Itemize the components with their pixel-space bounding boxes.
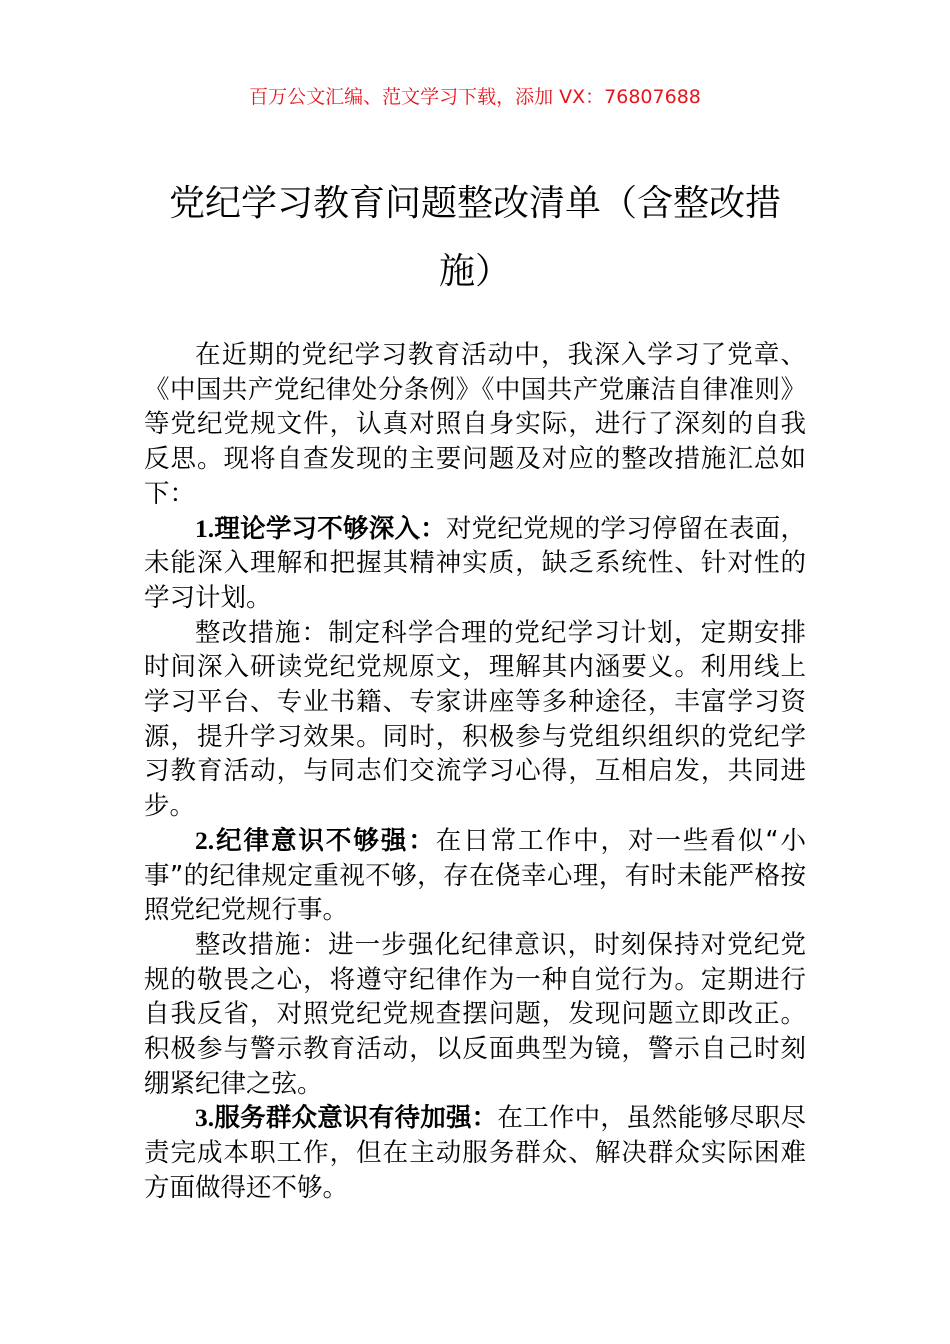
issue-paragraph-3 bbox=[144, 1101, 806, 1205]
issue-paragraph-1 bbox=[144, 512, 806, 616]
issue-heading: 3.服务群众意识有待加强： bbox=[195, 1103, 498, 1133]
issue-text: 在日常工作中，对一些看似“小事”的纪律规定重视不够，存在侥幸心理，有时未能严格按照党纪党规行事。 bbox=[144, 825, 806, 926]
watermark-banner: 百万公文汇编、范文学习下载，添加 VX：76807688 bbox=[249, 86, 701, 108]
issue-text: 在工作中，虽然能够尽职尽责完成本职工作，但在主动服务群众、解决群众实际困难方面做得还不够。 bbox=[144, 1103, 806, 1203]
intro-paragraph: 在近期的党纪学习教育活动中，我深入学习了党章、《中国共产党纪律处分条例》《中国共产党廉洁自律准则》等党纪党规文件，认真对照自身实际，进行了深刻的自我反思。现将自查发现的主要问题及对应的整改措施汇总如下： bbox=[144, 340, 806, 509]
issue-heading: 1.理论学习不够深入： bbox=[195, 513, 446, 543]
issue-heading: 2.纪律意识不够强： bbox=[195, 825, 436, 855]
measure-paragraph-1: 整改措施：制定科学合理的党纪学习计划，定期安排时间深入研读党纪党规原文，理解其内涵要义。利用线上学习平台、专业书籍、专家讲座等多种途径，丰富学习资源，提升学习效果。同时，积极参与党组织组织的党纪学习教育活动，与同志们交流学习心得，互相启发，共同进步。 bbox=[144, 617, 806, 822]
document-body bbox=[144, 338, 806, 1206]
document-title: 党纪学习教育问题整改清单（含整改措施） bbox=[168, 183, 781, 292]
issue-paragraph-2 bbox=[144, 824, 806, 928]
issue-text: 对党纪党规的学习停留在表面，未能深入理解和把握其精神实质，缺乏系统性、针对性的学习计划。 bbox=[144, 513, 806, 613]
measure-paragraph-2: 整改措施：进一步强化纪律意识，时刻保持对党纪党规的敬畏之心，将遵守纪律作为一种自觉行为。定期进行自我反省，对照党纪党规查摆问题，发现问题立即改正。积极参与警示教育活动，以反面典型为镜，警示自己时刻绷紧纪律之弦。 bbox=[144, 929, 806, 1099]
